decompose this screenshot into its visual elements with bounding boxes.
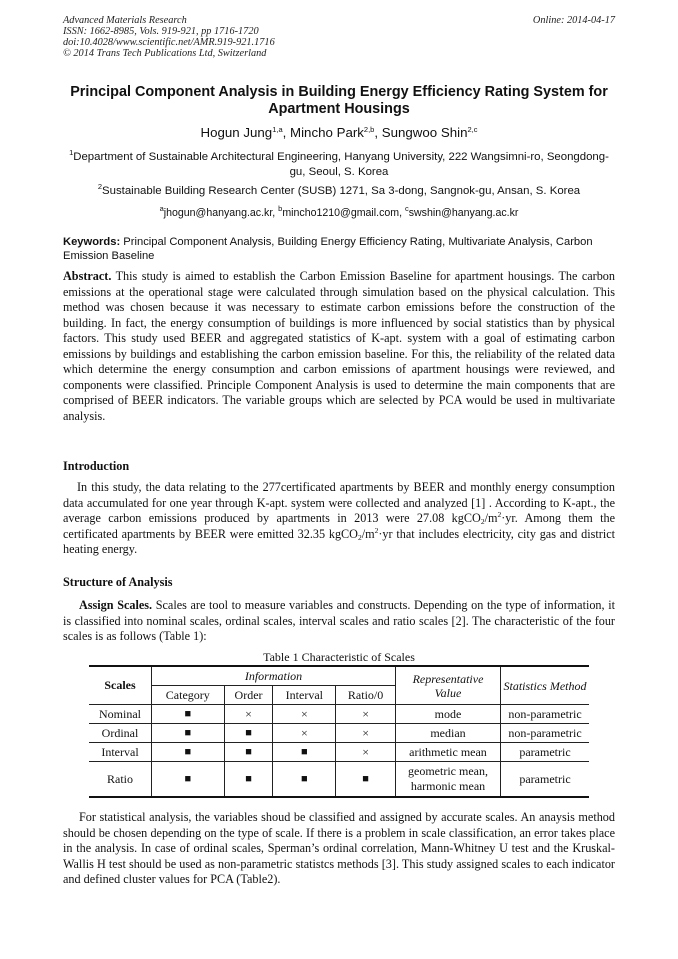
online-date: Online: 2014-04-17 xyxy=(532,15,615,26)
subheader-interval: Interval xyxy=(273,686,336,705)
section-heading-structure: Structure of Analysis xyxy=(63,575,173,589)
assign-scales-paragraph: Assign Scales. Scales are tool to measure variables and constructs. Depending on the type of information, it is classified into nominal scales, ordinal scales, interval scales and ratio scales [2]. The characteristic of the four scales is as follows (Table 1): xyxy=(63,598,615,643)
subheader-order: Order xyxy=(224,686,273,705)
table-row: Ordinal ■ ■ × × median non-parametric xyxy=(89,724,589,743)
journal-issn: ISSN: 1662-8985, Vols. 919-921, pp 1716-1720 xyxy=(63,26,259,37)
affiliation-2: $^2$Sustainable Building Research Center (SUSB) 1271, Sa 3-dong, Sangnok-gu, Ansan, S. Korea xyxy=(97,182,581,197)
table-row: Nominal ■ × × × mode non-parametric xyxy=(89,705,589,724)
email-link[interactable]: mincho1210@gmail.com xyxy=(282,207,400,219)
scales-table xyxy=(89,665,589,798)
header-scales: Scales xyxy=(89,666,152,705)
introduction-paragraph: In this study, the data relating to the 277certificated apartments by BEER and monthly energy consumption data accumulated for one year through K-apt. system were collected and analyzed [1] . According to K-apt., the average carbon emissions produced by apartments in 2013 were 27.08 $kgCO_2/m^2\cdot yr$. Among them the certificated apartments by BEER were emitted 32.35 $kgCO_2/m^2\cdot yr$ that includes electricity, city gas and district heating energy. xyxy=(63,480,616,556)
keywords: Keywords: Principal Component Analysis, Building Energy Efficiency Rating, Multivariate Analysis, Carbon Emission Baseline xyxy=(63,236,593,262)
author-emails: $^a$jhogun@hanyang.ac.kr, $^b$mincho1210@gmail.com, $^c$swshin@hanyang.ac.kr xyxy=(159,204,519,219)
header-statistics-method: Statistics Method xyxy=(501,666,590,705)
header-information: Information xyxy=(152,666,396,686)
journal-copyright: © 2014 Trans Tech Publications Ltd, Switzerland xyxy=(63,48,267,59)
table-caption: Table 1 Characteristic of Scales xyxy=(263,650,415,664)
author: Sungwoo Shin$^{2,c}$ xyxy=(381,125,478,140)
journal-header xyxy=(63,15,615,59)
subheader-category: Category xyxy=(152,686,225,705)
table-row: Interval ■ ■ ■ × arithmetic mean parametric xyxy=(89,743,589,762)
author-list xyxy=(63,125,615,140)
email-link[interactable]: jhogun@hanyang.ac.kr xyxy=(163,207,273,219)
abstract: Abstract. This study is aimed to establish the Carbon Emission Baseline for apartment housings. The carbon emissions at the operational stage were calculated through simulation based on the physical calculation. This method was chosen because it was necessary to estimate carbon emissions before the construction of the building. In fact, the energy consumption of buildings is more influenced by social statistics than by physical factors. This study used BEER and aggregated statistics of K-apt. system with a goal of estimating carbon emissions by buildings and establishing the carbon emission baseline. For this, the reliability of the related data which determine the energy consumption and carbon emissions of apartment housings were reviewed, and components were classified. Principle Component Analysis is used to determine the main components that are comprised of BEER indicators. The variable groups which are selected by PCA would be used in multivariate analysis. xyxy=(63,269,615,423)
analysis-paragraph: For statistical analysis, the variables shoud be classified and assigned by accurate scales. An anaysis method should be chosen depending on the type of scale. If there is a problem in scale classification, an error takes place in the analysis. In case of ordinal scales, Sperman’s ordinal correlation, Mann-Whitney U test and the Kruskal-Wallis H test should be used as non-parametric statistcs methods [3]. This study assigned scales to each indicator and defined cluster values for PCA (Table2). xyxy=(63,810,615,886)
header-representative-value: Representative Value xyxy=(396,666,501,705)
section-heading-introduction: Introduction xyxy=(63,459,130,473)
journal-doi: doi:10.4028/www.scientific.net/AMR.919-921.1716 xyxy=(63,37,275,48)
paper-title: Principal Component Analysis in Building Energy Efficiency Rating System for Apartment Housings xyxy=(70,84,608,117)
table-row: Ratio ■ ■ ■ ■ geometric mean, harmonic mean parametric xyxy=(89,762,589,798)
author: Mincho Park$^{2,b}$, xyxy=(290,125,382,140)
journal-name: Advanced Materials Research xyxy=(63,15,187,26)
subheader-ratio: Ratio/0 xyxy=(336,686,396,705)
email-link[interactable]: swshin@hanyang.ac.kr xyxy=(408,207,519,219)
affiliation-1: $^1$Department of Sustainable Architectural Engineering, Hanyang University, 222 Wangsimni-ro, Seongdong-gu, Seoul, S. Korea xyxy=(69,148,609,178)
author: Hogun Jung$^{1,a}$, xyxy=(200,125,291,140)
